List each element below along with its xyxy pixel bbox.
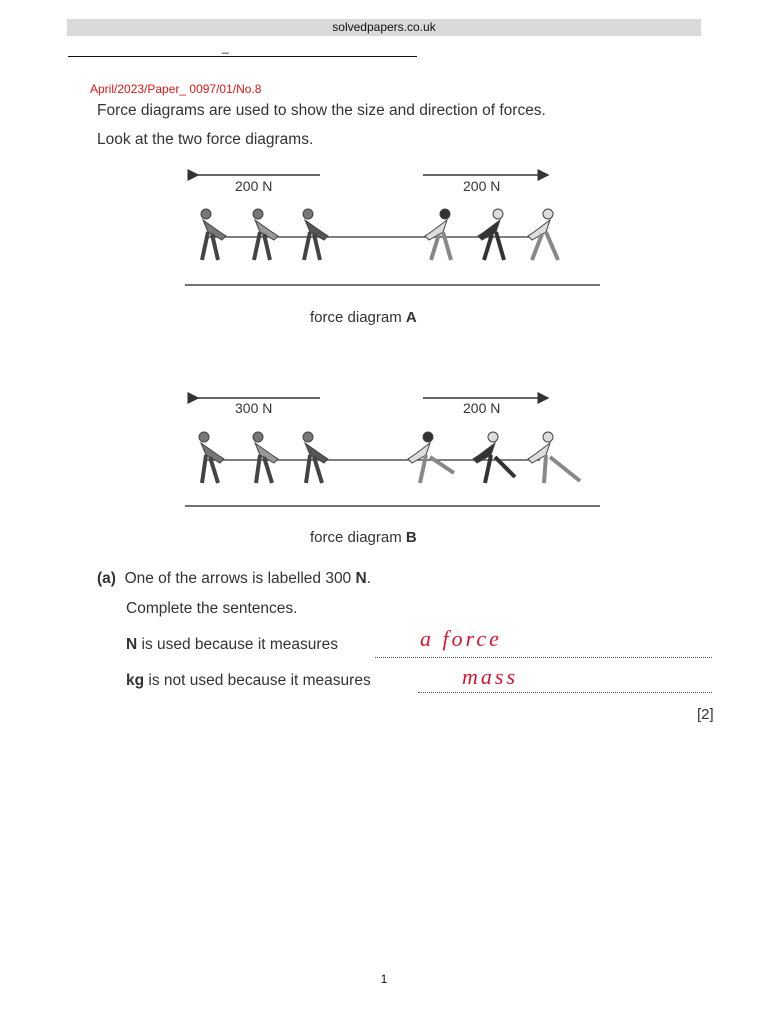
caption-letter: A (405, 309, 417, 326)
handwritten-answer-2: mass (462, 664, 519, 689)
force-diagram-a (180, 165, 610, 295)
tug-of-war-illustration-b (180, 388, 610, 518)
instruction: Complete the sentences. (126, 600, 298, 617)
person (199, 432, 224, 483)
right-force-label: 200 N (463, 178, 501, 194)
person (253, 209, 278, 260)
sentence-2-unit: kg (126, 672, 145, 689)
header-dash: _ (222, 40, 229, 54)
stem-text: One of the arrows is labelled 300 (124, 570, 356, 587)
caption-text: force diagram (310, 529, 406, 546)
sentence-1-unit: N (126, 636, 138, 653)
site-name: solvedpapers.co.uk (332, 20, 436, 34)
page-number: 1 (380, 972, 388, 986)
answer-line-1[interactable] (375, 657, 712, 658)
site-header-bar (67, 19, 701, 36)
sentence-1-text: is used because it measures (137, 636, 338, 653)
answer-line-2[interactable] (418, 692, 712, 693)
handwritten-answer-1: a force (420, 626, 502, 651)
paper-reference: April/2023/Paper_ 0097/01/No.8 (90, 82, 262, 96)
person (303, 209, 328, 260)
team-left (199, 432, 328, 483)
left-force-label: 300 N (235, 400, 273, 416)
person (303, 432, 328, 483)
team-right (425, 209, 558, 260)
question-a-label: (a) (97, 570, 116, 587)
person (201, 209, 226, 260)
person (478, 209, 504, 260)
intro-line-1: Force diagrams are used to show the size and direction of forces. (97, 102, 546, 119)
marks-total: [2] (697, 706, 714, 723)
question-a-stem (97, 570, 371, 588)
team-left (201, 209, 328, 260)
person (425, 209, 451, 260)
stem-period: . (366, 570, 372, 587)
team-right (408, 432, 580, 483)
intro-line-2: Look at the two force diagrams. (97, 131, 314, 148)
diagram-b-caption (310, 529, 417, 546)
header-rule (68, 56, 417, 57)
person (528, 432, 580, 483)
right-force-label: 200 N (463, 400, 501, 416)
sentence-2 (126, 672, 371, 690)
person (528, 209, 558, 260)
caption-text: force diagram (310, 309, 406, 326)
sentence-2-text: is not used because it measures (144, 672, 371, 689)
caption-letter: B (405, 529, 417, 546)
diagram-a-caption (310, 309, 417, 326)
force-diagram-b (180, 388, 610, 518)
person (473, 432, 515, 483)
person (408, 432, 454, 483)
left-force-label: 200 N (235, 178, 273, 194)
tug-of-war-illustration-a (180, 165, 610, 295)
sentence-1 (126, 636, 338, 654)
person (253, 432, 278, 483)
stem-unit: N (355, 570, 367, 587)
